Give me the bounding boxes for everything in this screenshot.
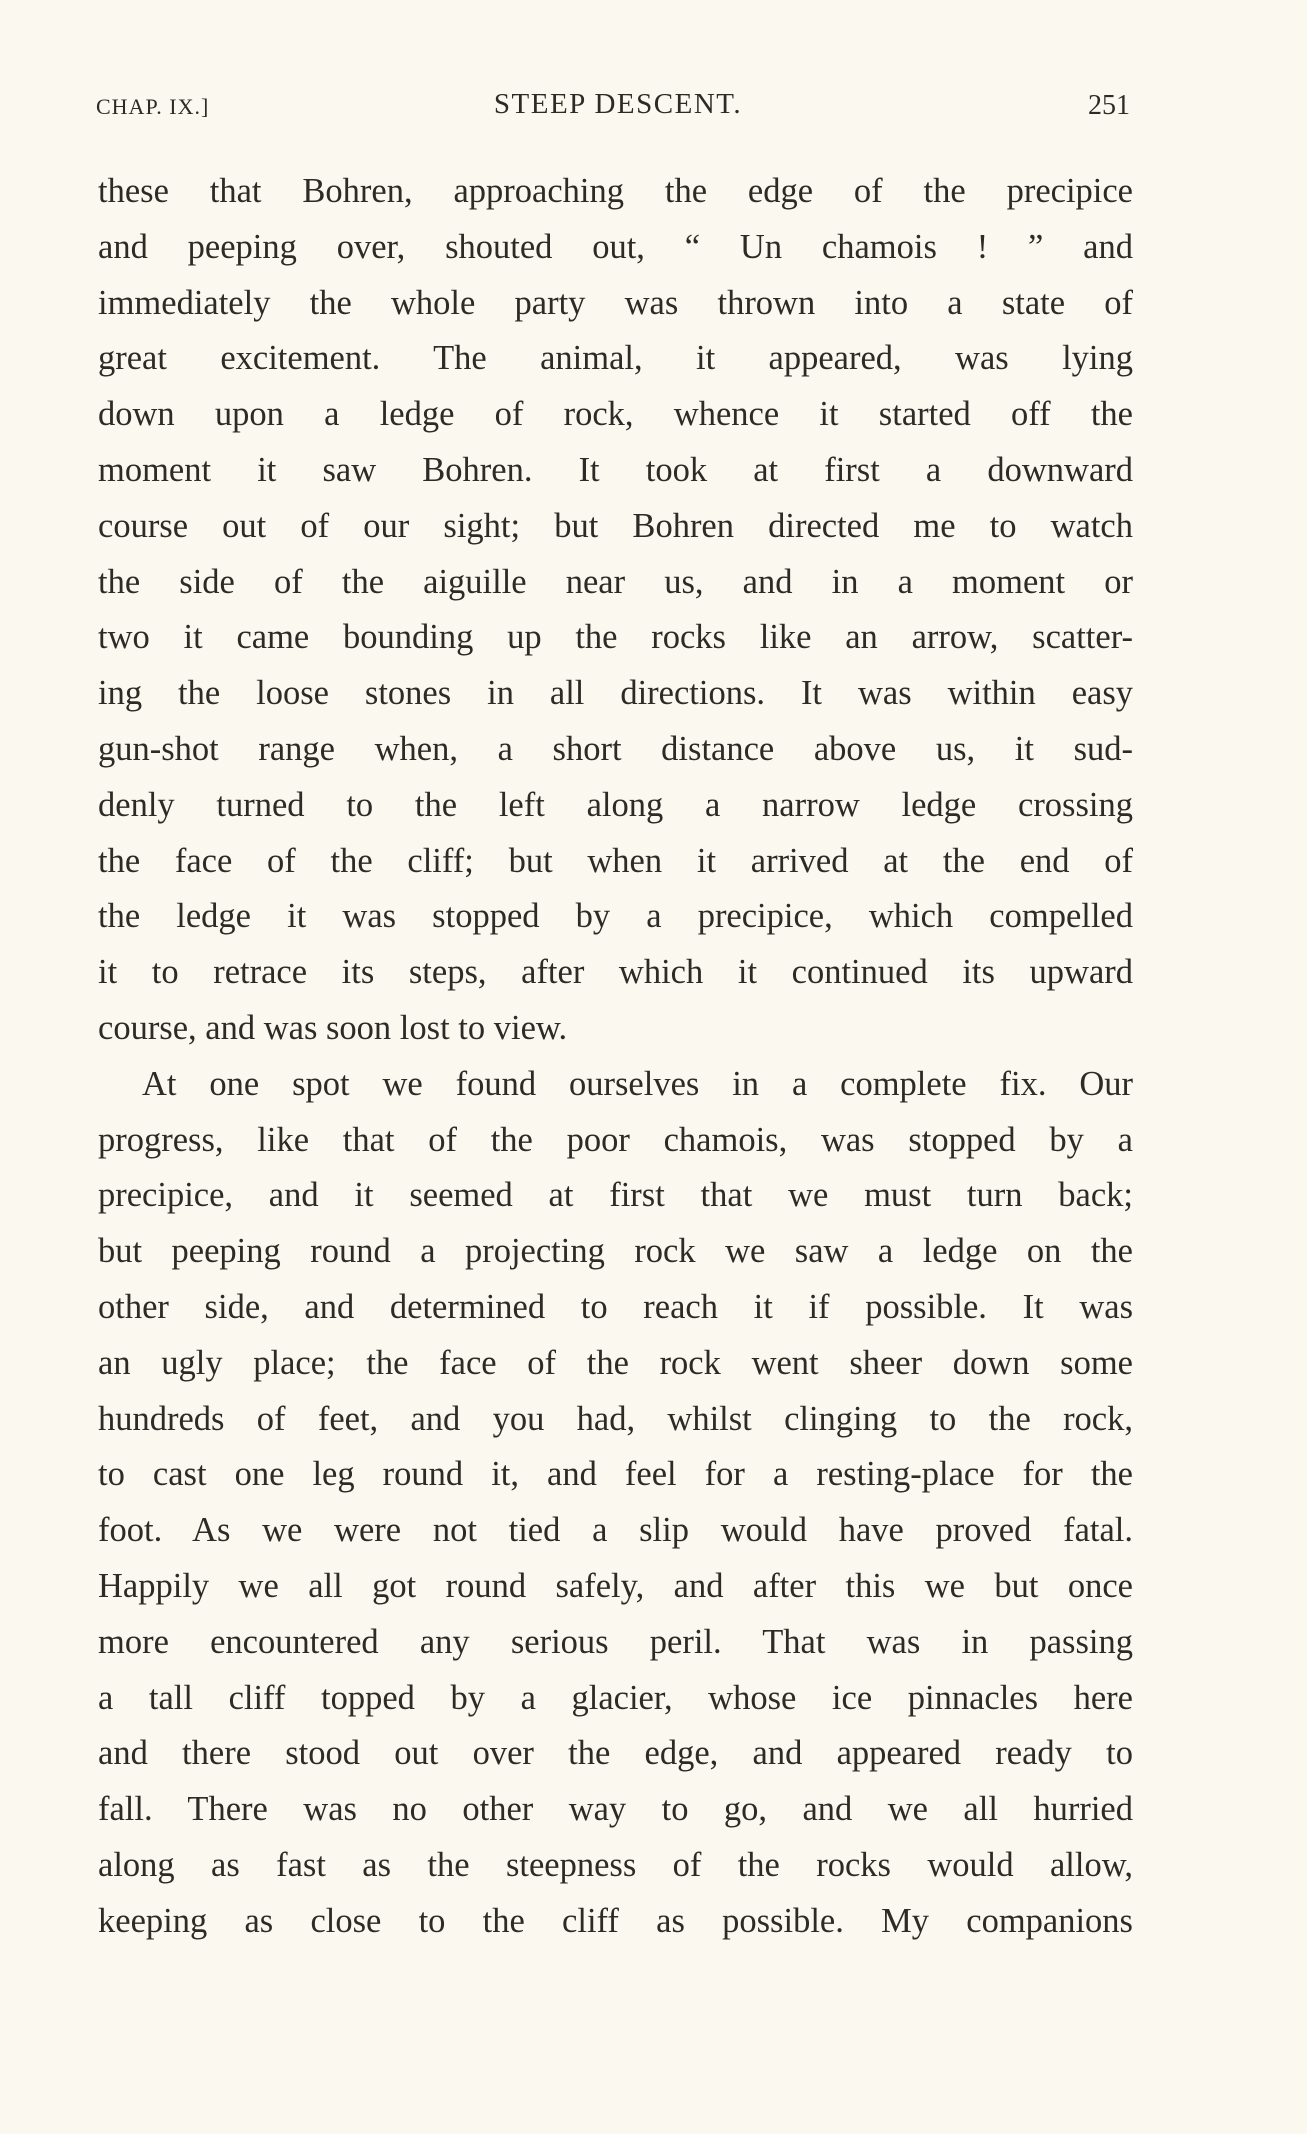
text-line: the side of the aiguille near us, and in a moment or xyxy=(98,562,1133,601)
running-header xyxy=(96,88,1140,128)
text-line: keeping as close to the cliff as possible. My companions xyxy=(98,1901,1133,1940)
text-line: ing the loose stones in all directions. It was within easy xyxy=(98,674,1133,713)
text-line: course out of our sight; but Bohren directed me to watch xyxy=(98,506,1133,545)
page-title: STEEP DESCENT. xyxy=(493,88,743,120)
text-line: denly turned to the left along a narrow ledge crossing xyxy=(98,785,1133,824)
paragraph xyxy=(98,1057,1133,1950)
text-line: but peeping round a projecting rock we saw a ledge on the xyxy=(98,1232,1133,1271)
text-line: progress, like that of the poor chamois, was stopped by a xyxy=(98,1120,1133,1159)
text-line: these that Bohren, approaching the edge of the precipice xyxy=(98,172,1133,210)
text-line: Happily we all got round safely, and after this we but once xyxy=(98,1566,1133,1605)
text-line: other side, and determined to reach it if possible. It was xyxy=(98,1287,1133,1326)
chapter-label: CHAP. IX.] xyxy=(96,94,210,119)
paragraph xyxy=(98,164,1133,1057)
text-line: precipice, and it seemed at first that we must turn back; xyxy=(98,1176,1133,1215)
body-text xyxy=(98,164,1133,1950)
text-line: foot. As we were not tied a slip would have proved fatal. xyxy=(98,1511,1133,1550)
text-line: and there stood out over the edge, and appeared ready to xyxy=(98,1734,1133,1773)
text-line: an ugly place; the face of the rock went sheer down some xyxy=(98,1343,1133,1382)
text-line: the ledge it was stopped by a precipice, which compelled xyxy=(98,897,1133,936)
page-number: 251 xyxy=(1088,90,1130,121)
text-line: to cast one leg round it, and feel for a resting-place for the xyxy=(98,1455,1133,1494)
text-line: hundreds of feet, and you had, whilst clinging to the rock, xyxy=(98,1399,1133,1438)
text-line: down upon a ledge of rock, whence it started off the xyxy=(98,395,1133,434)
text-line: more encountered any serious peril. That was in passing xyxy=(98,1622,1133,1661)
text-line: two it came bounding up the rocks like an arrow, scatter- xyxy=(98,618,1133,657)
text-line: gun-shot range when, a short distance above us, it sud- xyxy=(98,729,1133,768)
text-line: along as fast as the steepness of the rocks would allow, xyxy=(98,1845,1133,1884)
text-line: great excitement. The animal, it appeared, was lying xyxy=(98,339,1133,378)
text-line: fall. There was no other way to go, and we all hurried xyxy=(98,1790,1133,1829)
text-line: At one spot we found ourselves in a complete fix. Our xyxy=(142,1064,1133,1103)
text-line: and peeping over, shouted out, “ Un chamois ! ” and xyxy=(98,227,1133,266)
text-line: it to retrace its steps, after which it continued its upward xyxy=(98,953,1133,992)
text-line: course, and was soon lost to view. xyxy=(98,1008,568,1047)
text-line: immediately the whole party was thrown into a state of xyxy=(98,283,1133,322)
text-line: a tall cliff topped by a glacier, whose ice pinnacles here xyxy=(98,1678,1133,1717)
text-line: moment it saw Bohren. It took at first a downward xyxy=(98,450,1133,489)
text-line: the face of the cliff; but when it arrived at the end of xyxy=(98,841,1133,880)
